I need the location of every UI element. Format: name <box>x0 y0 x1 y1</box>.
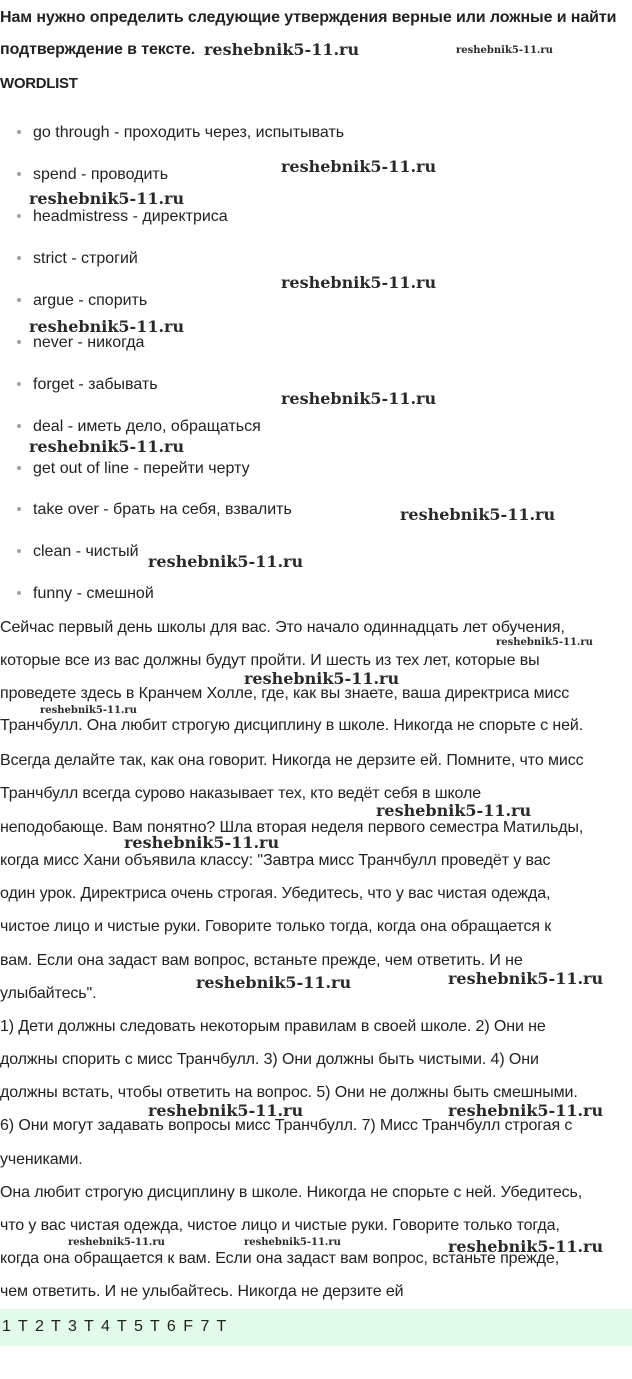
watermark-text: reshebnik5-11.ru <box>281 389 437 408</box>
watermark-text: reshebnik5-11.ru <box>29 189 185 208</box>
watermark-text: reshebnik5-11.ru <box>204 40 360 59</box>
bullet-icon <box>17 591 21 595</box>
watermark-text: reshebnik5-11.ru <box>68 1237 165 1248</box>
watermark-text: reshebnik5-11.ru <box>400 505 556 524</box>
statement-line: 6) Они могут задавать вопросы мисс Транчбулл. 7) Мисс Транчбулл строгая с <box>0 1117 573 1134</box>
evidence-line: чем ответить. И не улыбайтесь. Никогда не дерзите ей <box>0 1283 404 1300</box>
statement-line: 1) Дети должны следовать некоторым правилам в своей школе. 2) Они не <box>0 1018 546 1035</box>
evidence-line: Она любит строгую дисциплину в школе. Никогда не спорьте с ней. Убедитесь, <box>0 1184 583 1201</box>
bullet-icon <box>17 466 21 470</box>
evidence-line: что у вас чистая одежда, чистое лицо и чистые руки. Говорите только тогда, <box>0 1217 560 1234</box>
text-line: проведете здесь в Кранчем Холле, где, как вы знаете, ваша директриса мисс <box>0 685 570 702</box>
text-line: улыбайтесь". <box>0 985 97 1002</box>
list-item: funny - смешной <box>17 585 154 603</box>
bullet-icon <box>17 382 21 386</box>
text-line: Транчбулл всегда сурово наказывает тех, кто ведёт себя в школе <box>0 785 482 802</box>
list-item: forget - забывать <box>17 376 158 394</box>
watermark-text: reshebnik5-11.ru <box>148 552 304 571</box>
text-line: неподобающе. Вам понятно? Шла вторая неделя первого семестра Матильды, <box>0 819 584 836</box>
statement-line: должны спорить с мисс Транчбулл. 3) Они должны быть чистыми. 4) Они <box>0 1051 539 1068</box>
watermark-text: reshebnik5-11.ru <box>448 969 604 988</box>
bullet-icon <box>17 130 21 134</box>
answer-box <box>0 1309 632 1346</box>
task-heading-line-2: подтверждение в тексте. <box>0 41 196 58</box>
watermark-text: reshebnik5-11.ru <box>281 157 437 176</box>
list-item: spend - проводить <box>17 166 168 184</box>
watermark-text: reshebnik5-11.ru <box>196 973 352 992</box>
bullet-icon <box>17 424 21 428</box>
watermark-text: reshebnik5-11.ru <box>29 437 185 456</box>
watermark-text: reshebnik5-11.ru <box>376 801 532 820</box>
watermark-text: reshebnik5-11.ru <box>456 45 553 56</box>
watermark-text: reshebnik5-11.ru <box>496 637 593 648</box>
bullet-icon <box>17 298 21 302</box>
bullet-icon <box>17 172 21 176</box>
evidence-line: когда она обращается к вам. Если она задаст вам вопрос, встаньте прежде, <box>0 1250 560 1267</box>
bullet-icon <box>17 507 21 511</box>
text-line: которые все из вас должны будут пройти. И шесть из тех лет, которые вы <box>0 652 540 669</box>
text-line: Сейчас первый день школы для вас. Это начало одиннадцать лет обучения, <box>0 619 565 636</box>
text-line: один урок. Директриса очень строгая. Убедитесь, что у вас чистая одежда, <box>0 885 551 902</box>
watermark-text: reshebnik5-11.ru <box>29 317 185 336</box>
list-item: get out of line - перейти черту <box>17 460 250 478</box>
task-heading-line-1: Нам нужно определить следующие утверждения верные или ложные и найти <box>0 9 617 26</box>
list-item: argue - спорить <box>17 292 147 310</box>
list-item: take over - брать на себя, взвалить <box>17 501 292 519</box>
watermark-text: reshebnik5-11.ru <box>448 1101 604 1120</box>
watermark-text: reshebnik5-11.ru <box>448 1237 604 1256</box>
watermark-text: reshebnik5-11.ru <box>124 833 280 852</box>
statement-line: учениками. <box>0 1151 83 1168</box>
statement-line: должны встать, чтобы ответить на вопрос. 5) Они не должны быть смешными. <box>0 1084 578 1101</box>
bullet-icon <box>17 214 21 218</box>
text-line: чистое лицо и чистые руки. Говорите только тогда, когда она обращается к <box>0 918 552 935</box>
bullet-icon <box>17 549 21 553</box>
bullet-icon <box>17 256 21 260</box>
list-item: deal - иметь дело, обращаться <box>17 418 261 436</box>
watermark-text: reshebnik5-11.ru <box>40 705 137 716</box>
text-line: вам. Если она задаст вам вопрос, встаньте прежде, чем ответить. И не <box>0 952 523 969</box>
watermark-text: reshebnik5-11.ru <box>281 273 437 292</box>
watermark-text: reshebnik5-11.ru <box>244 1237 341 1248</box>
list-item: clean - чистый <box>17 543 139 561</box>
list-item: headmistress - директриса <box>17 208 228 226</box>
watermark-text: reshebnik5-11.ru <box>244 669 400 688</box>
text-line: Транчбулл. Она любит строгую дисциплину в школе. Никогда не спорьте с ней. <box>0 717 584 734</box>
text-line: Всегда делайте так, как она говорит. Никогда не дерзите ей. Помните, что мисс <box>0 752 584 769</box>
watermark-text: reshebnik5-11.ru <box>148 1101 304 1120</box>
text-line: когда мисс Хани объявила классу: "Завтра мисс Транчбулл проведёт у вас <box>0 852 551 869</box>
list-item: strict - строгий <box>17 250 138 268</box>
wordlist-title: WORDLIST <box>0 75 78 92</box>
bullet-icon <box>17 340 21 344</box>
list-item: never - никогда <box>17 334 144 352</box>
answer-text: 1 T 2 T 3 T 4 T 5 T 6 F 7 T <box>2 1318 228 1335</box>
list-item: go through - проходить через, испытывать <box>17 124 344 142</box>
